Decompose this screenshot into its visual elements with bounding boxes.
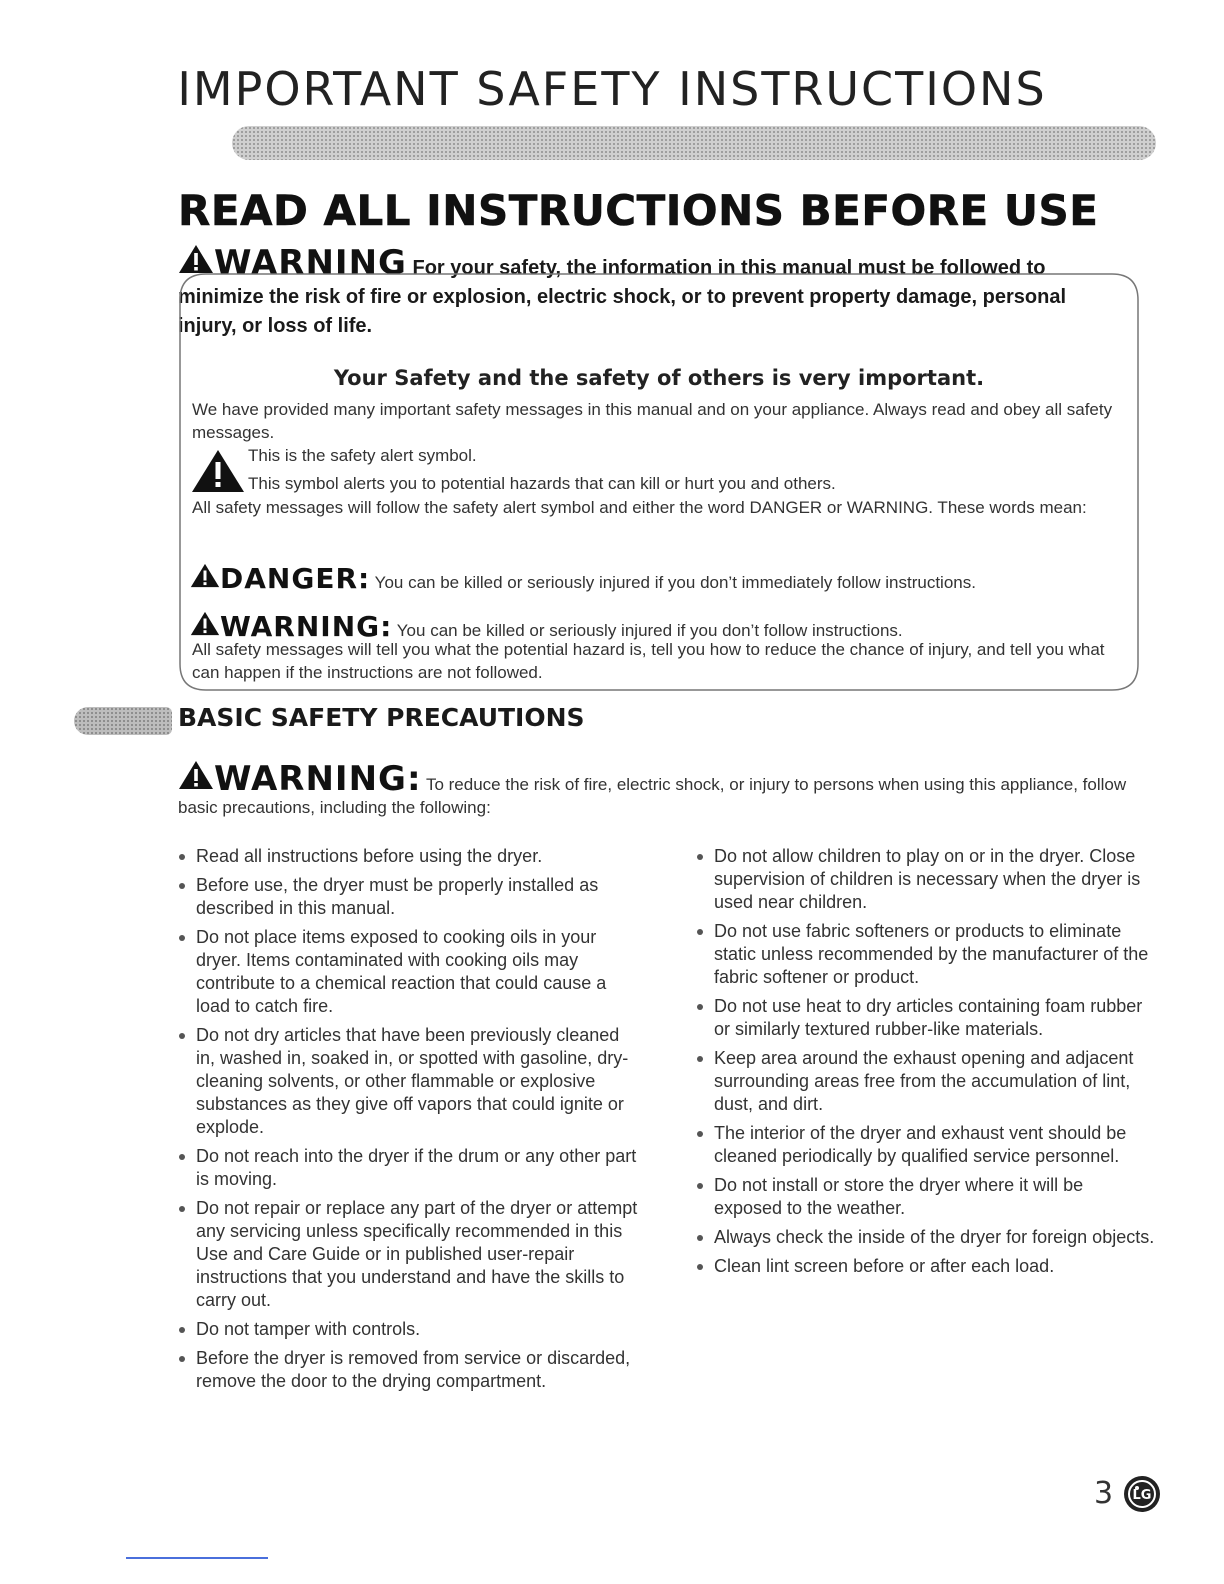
danger-row xyxy=(190,562,1130,595)
warning-signal-word: WARNING: xyxy=(220,610,393,643)
safety-box-heading: Your Safety and the safety of others is very important. xyxy=(333,366,985,390)
list-item: Do not reach into the dryer if the drum or any other part is moving. xyxy=(178,1145,638,1191)
basic-warning xyxy=(178,760,1138,819)
list-item: Do not dry articles that have been previously cleaned in, washed in, soaked in, or spotted with gasoline, dry-cleaning solvents, or other flammable or explosive substances as they give off vapors that could ignite or explode. xyxy=(178,1024,638,1139)
danger-signal-word: DANGER: xyxy=(220,562,371,595)
lg-logo-icon xyxy=(1122,1474,1162,1514)
basic-warning-signal-word: WARNING: xyxy=(214,759,422,799)
warning-intro-text: For your safety, the information in this manual must be followed to minimize the risk of fire or explosion, electric shock, or to prevent property damage, personal injury, or loss of life. xyxy=(178,257,1067,337)
safety-box-follow: All safety messages will follow the safety alert symbol and either the word DANGER or WARNING. These words mean: xyxy=(192,498,1087,517)
danger-text: You can be killed or seriously injured if you don’t immediately follow instructions. xyxy=(374,573,976,592)
list-item: Clean lint screen before or after each load. xyxy=(696,1255,1156,1278)
section-tab-marker xyxy=(74,707,172,735)
header-decorative-band xyxy=(232,126,1156,160)
precautions-left-list xyxy=(178,845,638,1399)
basic-warning-text: To reduce the risk of fire, electric shock, or injury to persons when using this appliance, follow basic precautions, including the following: xyxy=(178,775,1127,817)
bottom-link-line xyxy=(126,1557,268,1559)
precautions-right-list xyxy=(696,845,1156,1284)
basic-safety-heading: BASIC SAFETY PRECAUTIONS xyxy=(178,703,585,732)
lg-logo-text: LG xyxy=(1132,1488,1152,1503)
list-item: Do not use heat to dry articles containing foam rubber or similarly textured rubber-like materials. xyxy=(696,995,1156,1041)
warning-signal-word: WARNING xyxy=(214,243,407,283)
alert-triangle-icon xyxy=(190,611,220,636)
read-all-heading: READ ALL INSTRUCTIONS BEFORE USE xyxy=(178,186,1099,235)
alert-symbol-row xyxy=(190,444,1120,496)
list-item: Do not allow children to play on or in the dryer. Close supervision of children is necessary when the dryer is used near children. xyxy=(696,845,1156,914)
list-item: Do not repair or replace any part of the dryer or attempt any servicing unless specifically recommended in this Use and Care Guide or in published user-repair instructions that you understand and have the skills to carry out. xyxy=(178,1197,638,1312)
list-item: Before the dryer is removed from service or discarded, remove the door to the drying compartment. xyxy=(178,1347,638,1393)
list-item: Always check the inside of the dryer for foreign objects. xyxy=(696,1226,1156,1249)
safety-info-box xyxy=(176,270,1142,694)
page-number: 3 xyxy=(1094,1476,1114,1511)
list-item: Before use, the dryer must be properly installed as described in this manual. xyxy=(178,874,638,920)
alert-symbol-line-2: This symbol alerts you to potential hazards that can kill or hurt you and others. xyxy=(248,474,836,493)
list-item: Read all instructions before using the dryer. xyxy=(178,845,638,868)
list-item: Do not use fabric softeners or products to eliminate static unless recommended by the manufacturer of the fabric softener or product. xyxy=(696,920,1156,989)
list-item: Keep area around the exhaust opening and adjacent surrounding areas free from the accumulation of lint, dust, and dirt. xyxy=(696,1047,1156,1116)
list-item: The interior of the dryer and exhaust vent should be cleaned periodically by qualified service personnel. xyxy=(696,1122,1156,1168)
safety-box-intro: We have provided many important safety messages in this manual and on your appliance. Always read and obey all safety messages. xyxy=(192,400,1113,442)
safety-box-closing: All safety messages will tell you what the potential hazard is, tell you how to reduce the chance of injury, and tell you what can happen if the instructions are not followed. xyxy=(192,640,1105,682)
alert-triangle-icon xyxy=(190,563,220,588)
alert-triangle-icon xyxy=(178,760,214,790)
list-item: Do not place items exposed to cooking oils in your dryer. Items contaminated with cooking oils may contribute to a chemical reaction that could cause a load to catch fire. xyxy=(178,926,638,1018)
list-item: Do not install or store the dryer where it will be exposed to the weather. xyxy=(696,1174,1156,1220)
alert-symbol-line-1: This is the safety alert symbol. xyxy=(248,446,477,465)
warning-text: You can be killed or seriously injured if you don’t follow instructions. xyxy=(396,621,903,640)
safety-alert-symbol-icon xyxy=(190,448,246,494)
page-title: IMPORTANT SAFETY INSTRUCTIONS xyxy=(177,62,1047,116)
list-item: Do not tamper with controls. xyxy=(178,1318,638,1341)
